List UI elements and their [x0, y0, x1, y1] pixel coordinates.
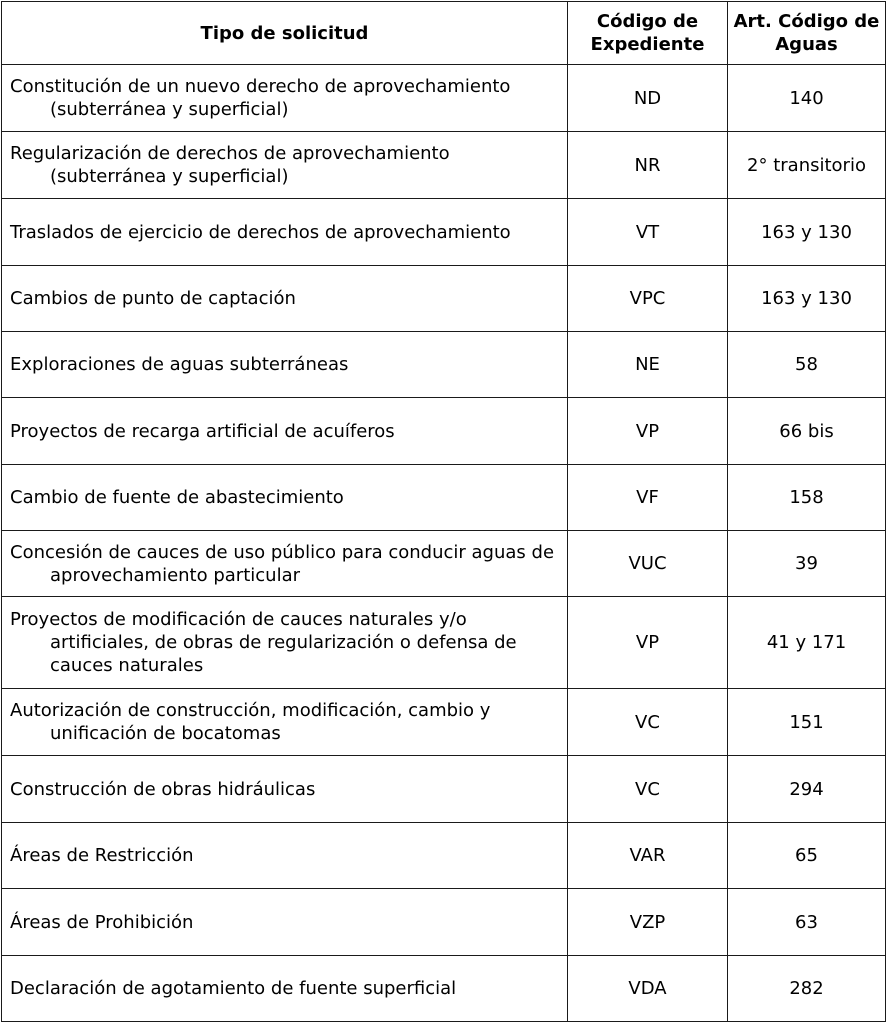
table-row — [2, 266, 886, 332]
cell-art: 2° transitorio — [728, 132, 886, 199]
cell-art: 65 — [728, 823, 886, 889]
cell-codigo: VP — [568, 398, 728, 465]
cell-codigo: VZP — [568, 889, 728, 956]
table-row — [2, 332, 886, 398]
cell-art: 163 y 130 — [728, 199, 886, 266]
cell-art: 282 — [728, 956, 886, 1022]
table-row — [2, 465, 886, 531]
cell-codigo: NR — [568, 132, 728, 199]
table-row — [2, 199, 886, 266]
cell-codigo: VDA — [568, 956, 728, 1022]
cell-art: 66 bis — [728, 398, 886, 465]
cell-tipo: Exploraciones de aguas subterráneas — [2, 332, 568, 398]
cell-tipo: Regularización de derechos de aprovechamiento (subterránea y superficial) — [2, 132, 568, 199]
cell-art: 39 — [728, 531, 886, 597]
table-row — [2, 65, 886, 132]
table-row — [2, 689, 886, 756]
table-row — [2, 823, 886, 889]
cell-codigo: VPC — [568, 266, 728, 332]
cell-art: 63 — [728, 889, 886, 956]
header-codigo-line1: Código de — [596, 11, 699, 32]
cell-tipo: Áreas de Prohibición — [2, 889, 568, 956]
cell-codigo: VF — [568, 465, 728, 531]
cell-art: 158 — [728, 465, 886, 531]
cell-codigo: VAR — [568, 823, 728, 889]
table-row — [2, 756, 886, 823]
cell-codigo: VT — [568, 199, 728, 266]
table-row — [2, 956, 886, 1022]
cell-codigo: VUC — [568, 531, 728, 597]
cell-codigo: ND — [568, 65, 728, 132]
cell-art: 41 y 171 — [728, 597, 886, 689]
cell-tipo: Cambio de fuente de abastecimiento — [2, 465, 568, 531]
cell-tipo: Constitución de un nuevo derecho de aprovechamiento (subterránea y superficial) — [2, 65, 568, 132]
cell-tipo: Autorización de construcción, modificación, cambio y unificación de bocatomas — [2, 689, 568, 756]
solicitudes-table — [1, 1, 886, 1022]
header-art-line2: Aguas — [775, 34, 838, 55]
table-row — [2, 132, 886, 199]
cell-codigo: VP — [568, 597, 728, 689]
table-row — [2, 889, 886, 956]
header-art — [728, 2, 886, 65]
cell-tipo: Proyectos de recarga artificial de acuíferos — [2, 398, 568, 465]
cell-tipo: Declaración de agotamiento de fuente superficial — [2, 956, 568, 1022]
header-row — [2, 2, 886, 65]
cell-tipo: Construcción de obras hidráulicas — [2, 756, 568, 823]
cell-art: 163 y 130 — [728, 266, 886, 332]
cell-art: 294 — [728, 756, 886, 823]
header-codigo — [568, 2, 728, 65]
cell-tipo: Concesión de cauces de uso público para conducir aguas de aprovechamiento particular — [2, 531, 568, 597]
cell-tipo: Áreas de Restricción — [2, 823, 568, 889]
header-tipo: Tipo de solicitud — [2, 2, 568, 65]
cell-codigo: VC — [568, 756, 728, 823]
table-row — [2, 398, 886, 465]
cell-tipo: Traslados de ejercicio de derechos de aprovechamiento — [2, 199, 568, 266]
table-row — [2, 597, 886, 689]
cell-tipo: Cambios de punto de captación — [2, 266, 568, 332]
header-art-line1: Art. Código de — [733, 11, 880, 32]
cell-art: 151 — [728, 689, 886, 756]
cell-tipo: Proyectos de modificación de cauces naturales y/o artificiales, de obras de regularización o defensa de cauces naturales — [2, 597, 568, 689]
cell-codigo: NE — [568, 332, 728, 398]
cell-art: 140 — [728, 65, 886, 132]
cell-codigo: VC — [568, 689, 728, 756]
cell-art: 58 — [728, 332, 886, 398]
table-row — [2, 531, 886, 597]
header-codigo-line2: Expediente — [590, 34, 705, 55]
